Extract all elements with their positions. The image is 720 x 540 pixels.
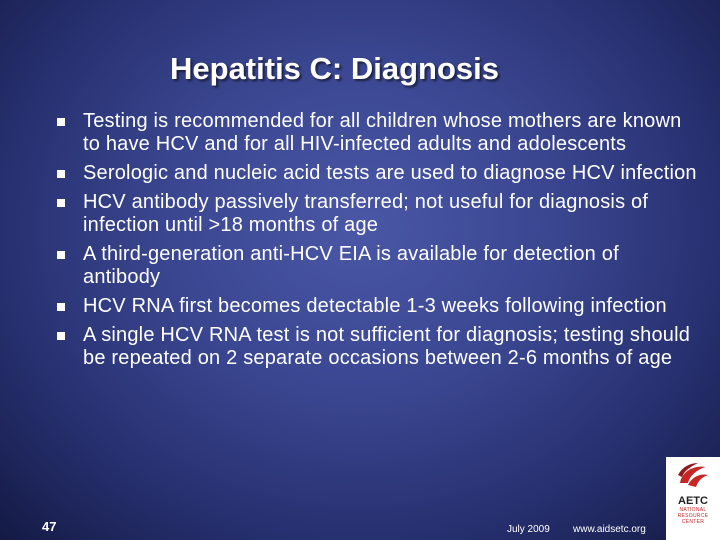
footer-url: www.aidsetc.org	[573, 524, 646, 535]
bullet-text: HCV RNA first becomes detectable 1-3 weeks following infection	[83, 295, 667, 317]
bullet-item	[0, 162, 700, 185]
square-bullet-icon	[56, 169, 65, 178]
bullet-item	[0, 243, 700, 289]
bullet-item	[0, 324, 700, 370]
aetc-swirl-logo-icon	[676, 461, 710, 494]
footer-date: July 2009	[507, 524, 550, 535]
bullet-text: Testing is recommended for all children whose mothers are known to have HCV and for all HIV-infected adults and adolescents	[83, 110, 682, 155]
bullet-text: Serologic and nucleic acid tests are used to diagnose HCV infection	[83, 162, 697, 184]
aetc-logo	[666, 457, 720, 540]
bullet-list	[0, 110, 700, 376]
page-number: 47	[42, 519, 57, 534]
slide-title: Hepatitis C: Diagnosis	[170, 51, 499, 86]
bullet-item	[0, 295, 700, 318]
bullet-item	[0, 110, 700, 156]
square-bullet-icon	[56, 302, 65, 311]
logo-line-2: RESOURCE	[677, 513, 709, 519]
logo-name: AETC	[678, 495, 708, 507]
logo-line-1: NATIONAL	[679, 507, 707, 513]
bullet-text: A third-generation anti-HCV EIA is available for detection of antibody	[83, 243, 619, 288]
bullet-text: HCV antibody passively transferred; not useful for diagnosis of infection until >18 months of age	[83, 191, 649, 236]
square-bullet-icon	[56, 331, 65, 340]
square-bullet-icon	[56, 117, 65, 126]
bullet-text: A single HCV RNA test is not sufficient for diagnosis; testing should be repeated on 2 separate occasions between 2-6 months of age	[83, 324, 691, 369]
square-bullet-icon	[56, 250, 65, 259]
logo-line-3: CENTER	[681, 519, 705, 525]
bullet-item	[0, 191, 700, 237]
square-bullet-icon	[56, 198, 65, 207]
